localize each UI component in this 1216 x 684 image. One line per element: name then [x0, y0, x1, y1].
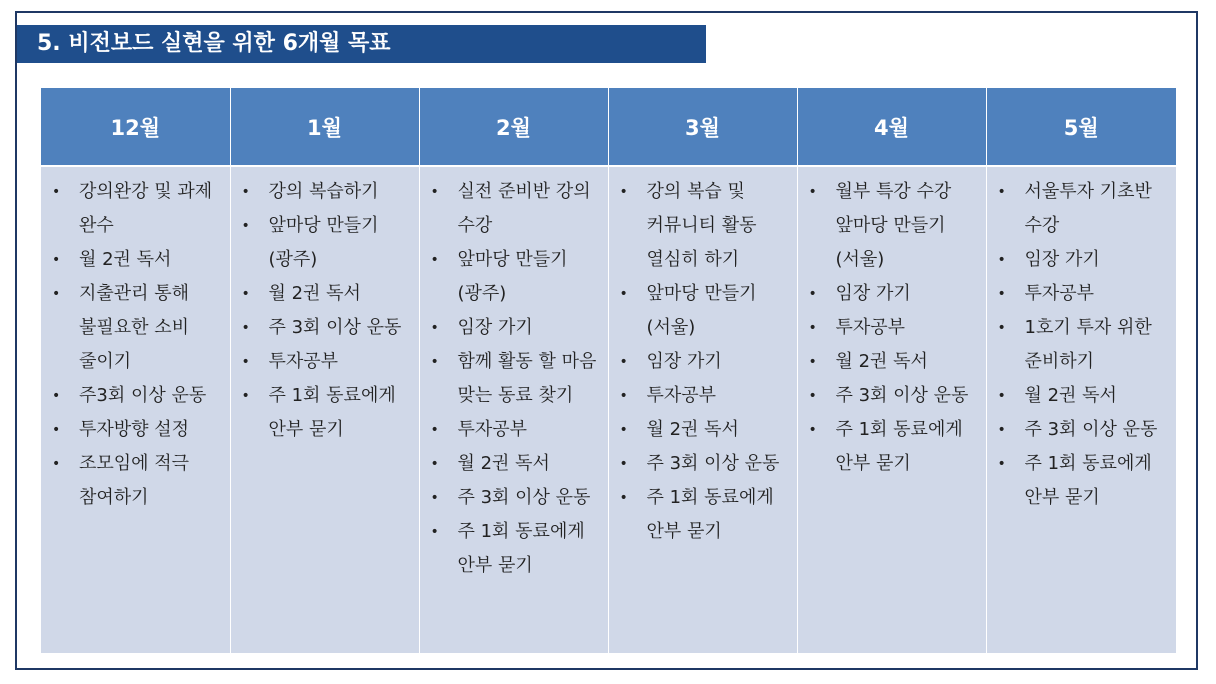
goal-cell — [419, 166, 608, 653]
goal-list — [428, 175, 598, 583]
goal-item: • 투자방향 설정 — [49, 413, 220, 447]
goal-item: • 앞마당 만들기 (서울) — [617, 277, 787, 345]
goal-item: • 투자공부 — [995, 277, 1167, 311]
goal-item: • 투자공부 — [428, 413, 598, 447]
goal-item: • 주 3회 이상 운동 — [239, 311, 409, 345]
goal-item: • 앞마당 만들기 (광주) — [428, 243, 598, 311]
goal-item: • 1호기 투자 위한 준비하기 — [995, 311, 1167, 379]
month-header: 2월 — [419, 88, 608, 166]
month-header: 1월 — [230, 88, 419, 166]
goal-item: • 임장 가기 — [806, 277, 976, 311]
goal-item: • 주 1회 동료에게 안부 묻기 — [617, 481, 787, 549]
goal-item: • 월 2권 독서 — [617, 413, 787, 447]
goal-item: • 실전 준비반 강의 수강 — [428, 175, 598, 243]
goal-list — [617, 175, 787, 549]
month-header: 12월 — [41, 88, 230, 166]
section-title: 5. 비전보드 실현을 위한 6개월 목표 — [17, 25, 706, 63]
goal-item: • 주 3회 이상 운동 — [806, 379, 976, 413]
goal-item: • 주 3회 이상 운동 — [617, 447, 787, 481]
goal-item: • 월 2권 독서 — [428, 447, 598, 481]
goal-item: • 앞마당 만들기 (광주) — [239, 209, 409, 277]
goal-item: • 강의완강 및 과제 완수 — [49, 175, 220, 243]
goal-list — [49, 175, 220, 515]
goal-item: • 주 1회 동료에게 안부 묻기 — [806, 413, 976, 481]
goal-item: • 함께 활동 할 마음 맞는 동료 찾기 — [428, 345, 598, 413]
goal-item: • 투자공부 — [617, 379, 787, 413]
goal-item: • 주 1회 동료에게 안부 묻기 — [995, 447, 1167, 515]
goal-list — [995, 175, 1167, 515]
goal-item: • 강의 복습하기 — [239, 175, 409, 209]
goal-item: • 투자공부 — [806, 311, 976, 345]
goal-item: • 월 2권 독서 — [49, 243, 220, 277]
goal-item: • 월 2권 독서 — [239, 277, 409, 311]
goal-item: • 월 2권 독서 — [995, 379, 1167, 413]
goal-item: • 월부 특강 수강 앞마당 만들기 (서울) — [806, 175, 976, 277]
goal-item: • 서울투자 기초반 수강 — [995, 175, 1167, 243]
month-header: 4월 — [797, 88, 986, 166]
goal-cell — [986, 166, 1176, 653]
goal-item: • 임장 가기 — [617, 345, 787, 379]
goal-item: • 주 1회 동료에게 안부 묻기 — [428, 515, 598, 583]
goal-item: • 임장 가기 — [428, 311, 598, 345]
goal-item: • 조모임에 적극 참여하기 — [49, 447, 220, 515]
monthly-goals-table — [41, 88, 1176, 653]
goal-item: • 지출관리 통해 불필요한 소비 줄이기 — [49, 277, 220, 379]
goals-row — [41, 166, 1176, 653]
goal-item: • 강의 복습 및 커뮤니티 활동 열심히 하기 — [617, 175, 787, 277]
month-header: 3월 — [608, 88, 797, 166]
goal-list — [239, 175, 409, 447]
goal-item: • 월 2권 독서 — [806, 345, 976, 379]
goal-item: • 주 3회 이상 운동 — [995, 413, 1167, 447]
goal-cell — [41, 166, 230, 653]
goal-item: • 주 1회 동료에게 안부 묻기 — [239, 379, 409, 447]
month-header-row — [41, 88, 1176, 166]
goal-item: • 주3회 이상 운동 — [49, 379, 220, 413]
goal-list — [806, 175, 976, 481]
goal-cell — [230, 166, 419, 653]
goal-cell — [608, 166, 797, 653]
month-header: 5월 — [986, 88, 1176, 166]
goal-item: • 투자공부 — [239, 345, 409, 379]
goal-item: • 주 3회 이상 운동 — [428, 481, 598, 515]
goal-item: • 임장 가기 — [995, 243, 1167, 277]
goal-cell — [797, 166, 986, 653]
